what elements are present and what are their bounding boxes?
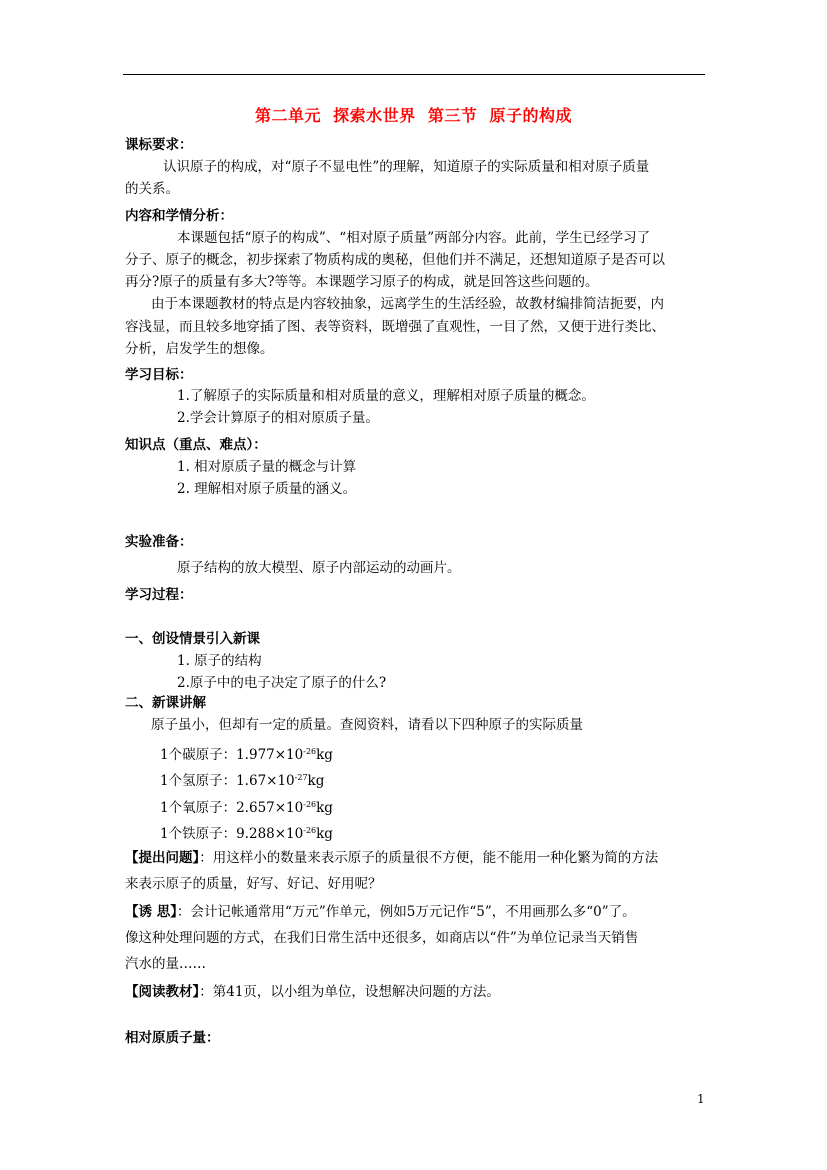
paragraph-line: 原子结构的放大模型、原子内部运动的动画片。 <box>177 560 461 576</box>
question-line <box>125 849 658 867</box>
question-text: ：用这样小的数量来表示原子的质量很不方便，能不能用一种化繁为简的方法 <box>199 850 659 866</box>
heading-mubiao: 学习目标： <box>125 367 193 383</box>
atom-exponent: -26 <box>303 826 317 835</box>
list-item: 2.学会计算原子的相对原质子量。 <box>177 410 379 426</box>
atom-label: 1个氢原子： <box>160 773 237 789</box>
list-item: 2. 理解相对原子质量的涵义。 <box>177 481 357 497</box>
heading-guocheng: 学习过程： <box>125 587 193 603</box>
list-item: 1. 相对原质子量的概念与计算 <box>177 459 357 475</box>
page-number: 1 <box>697 1092 705 1106</box>
atom-mass-line <box>160 743 333 764</box>
paragraph-line: 像这种处理问题的方式，在我们日常生活中还很多，如商店以“件”为单位记录当天销售 <box>125 930 639 946</box>
atom-value: 2.657×10 <box>236 800 304 816</box>
question-tag: 【提出问题】 <box>125 850 200 866</box>
atom-unit: kg <box>316 800 333 816</box>
atom-unit: kg <box>316 826 333 842</box>
reading-line <box>125 983 500 1001</box>
atom-mass-line <box>160 769 324 790</box>
atom-value: 9.288×10 <box>236 826 304 842</box>
atom-label: 1个铁原子： <box>160 826 237 842</box>
atom-mass-line <box>160 796 333 817</box>
list-item: 1. 原子的结构 <box>177 653 262 669</box>
reading-text: ：第41页，以小组为单位，设想解决问题的方法。 <box>199 984 500 1000</box>
atom-mass-line <box>160 822 333 843</box>
heading-part1: 一、创设情景引入新课 <box>125 631 260 647</box>
paragraph-line: 由于本课题教材的特点是内容较抽象，远离学生的生活经验，故教材编排简洁扼要，内 <box>151 296 664 312</box>
atom-label: 1个氧原子： <box>160 800 237 816</box>
paragraph-line: 的关系。 <box>125 181 179 197</box>
atom-unit: kg <box>307 773 325 789</box>
atom-value: 1.67×10 <box>236 773 295 789</box>
atom-unit: kg <box>316 747 333 763</box>
paragraph-line: 再分?原子的质量有多大?等等。本课题学习原子的构成，就是回答这些问题的。 <box>125 274 599 290</box>
heading-zhishi: 知识点（重点、难点）： <box>125 437 267 453</box>
heading-shiyan: 实验准备： <box>125 534 193 550</box>
atom-exponent: -26 <box>303 800 317 809</box>
paragraph-line: 容浅显，而且较多地穿插了图、表等资料，既增强了直观性，一目了然，又便于进行类比、 <box>125 319 665 335</box>
paragraph-line: 来表示原子的质量，好写、好记、好用呢？ <box>125 876 382 892</box>
paragraph-line: 分子、原子的概念，初步探索了物质构成的奥秘，但他们并不满足，还想知道原子是否可以 <box>125 252 665 268</box>
reading-tag: 【阅读教材】 <box>125 984 200 1000</box>
heading-kebiao: 课标要求： <box>125 137 193 153</box>
heading-part2: 二、新课讲解 <box>125 695 206 711</box>
atom-exponent: -26 <box>303 747 317 756</box>
header-rule <box>123 74 705 75</box>
paragraph-line: 原子虽小，但却有一定的质量。查阅资料，请看以下四种原子的实际质量 <box>151 717 583 733</box>
page-title: 第二单元 探索水世界 第三节 原子的构成 <box>255 106 572 125</box>
atom-exponent: -27 <box>294 773 308 782</box>
paragraph-line: 汽水的量…… <box>125 956 206 972</box>
atom-label: 1个碳原子： <box>160 747 237 763</box>
guidance-text: ：会计记帐通常用“万元”作单元，例如5万元记作“5”，不用画那么多“0”了。 <box>176 904 636 920</box>
paragraph-line: 本课题包括“原子的构成”、“相对原子质量”两部分内容。此前，学生已经学习了 <box>177 230 651 246</box>
list-item: 2.原子中的电子决定了原子的什么? <box>177 675 387 691</box>
atom-value: 1.977×10 <box>236 747 304 763</box>
paragraph-line: 认识原子的构成，对“原子不显电性”的理解，知道原子的实际质量和相对原子质量 <box>163 159 650 175</box>
heading-neirong: 内容和学情分析： <box>125 208 233 224</box>
paragraph-line: 分析，启发学生的想像。 <box>125 341 274 357</box>
list-item: 1.了解原子的实际质量和相对质量的意义，理解相对原子质量的概念。 <box>177 388 595 404</box>
heading-xiangdui: 相对原质子量： <box>125 1030 220 1046</box>
guidance-line <box>125 903 636 921</box>
guidance-tag: 【诱 思】 <box>125 904 177 920</box>
